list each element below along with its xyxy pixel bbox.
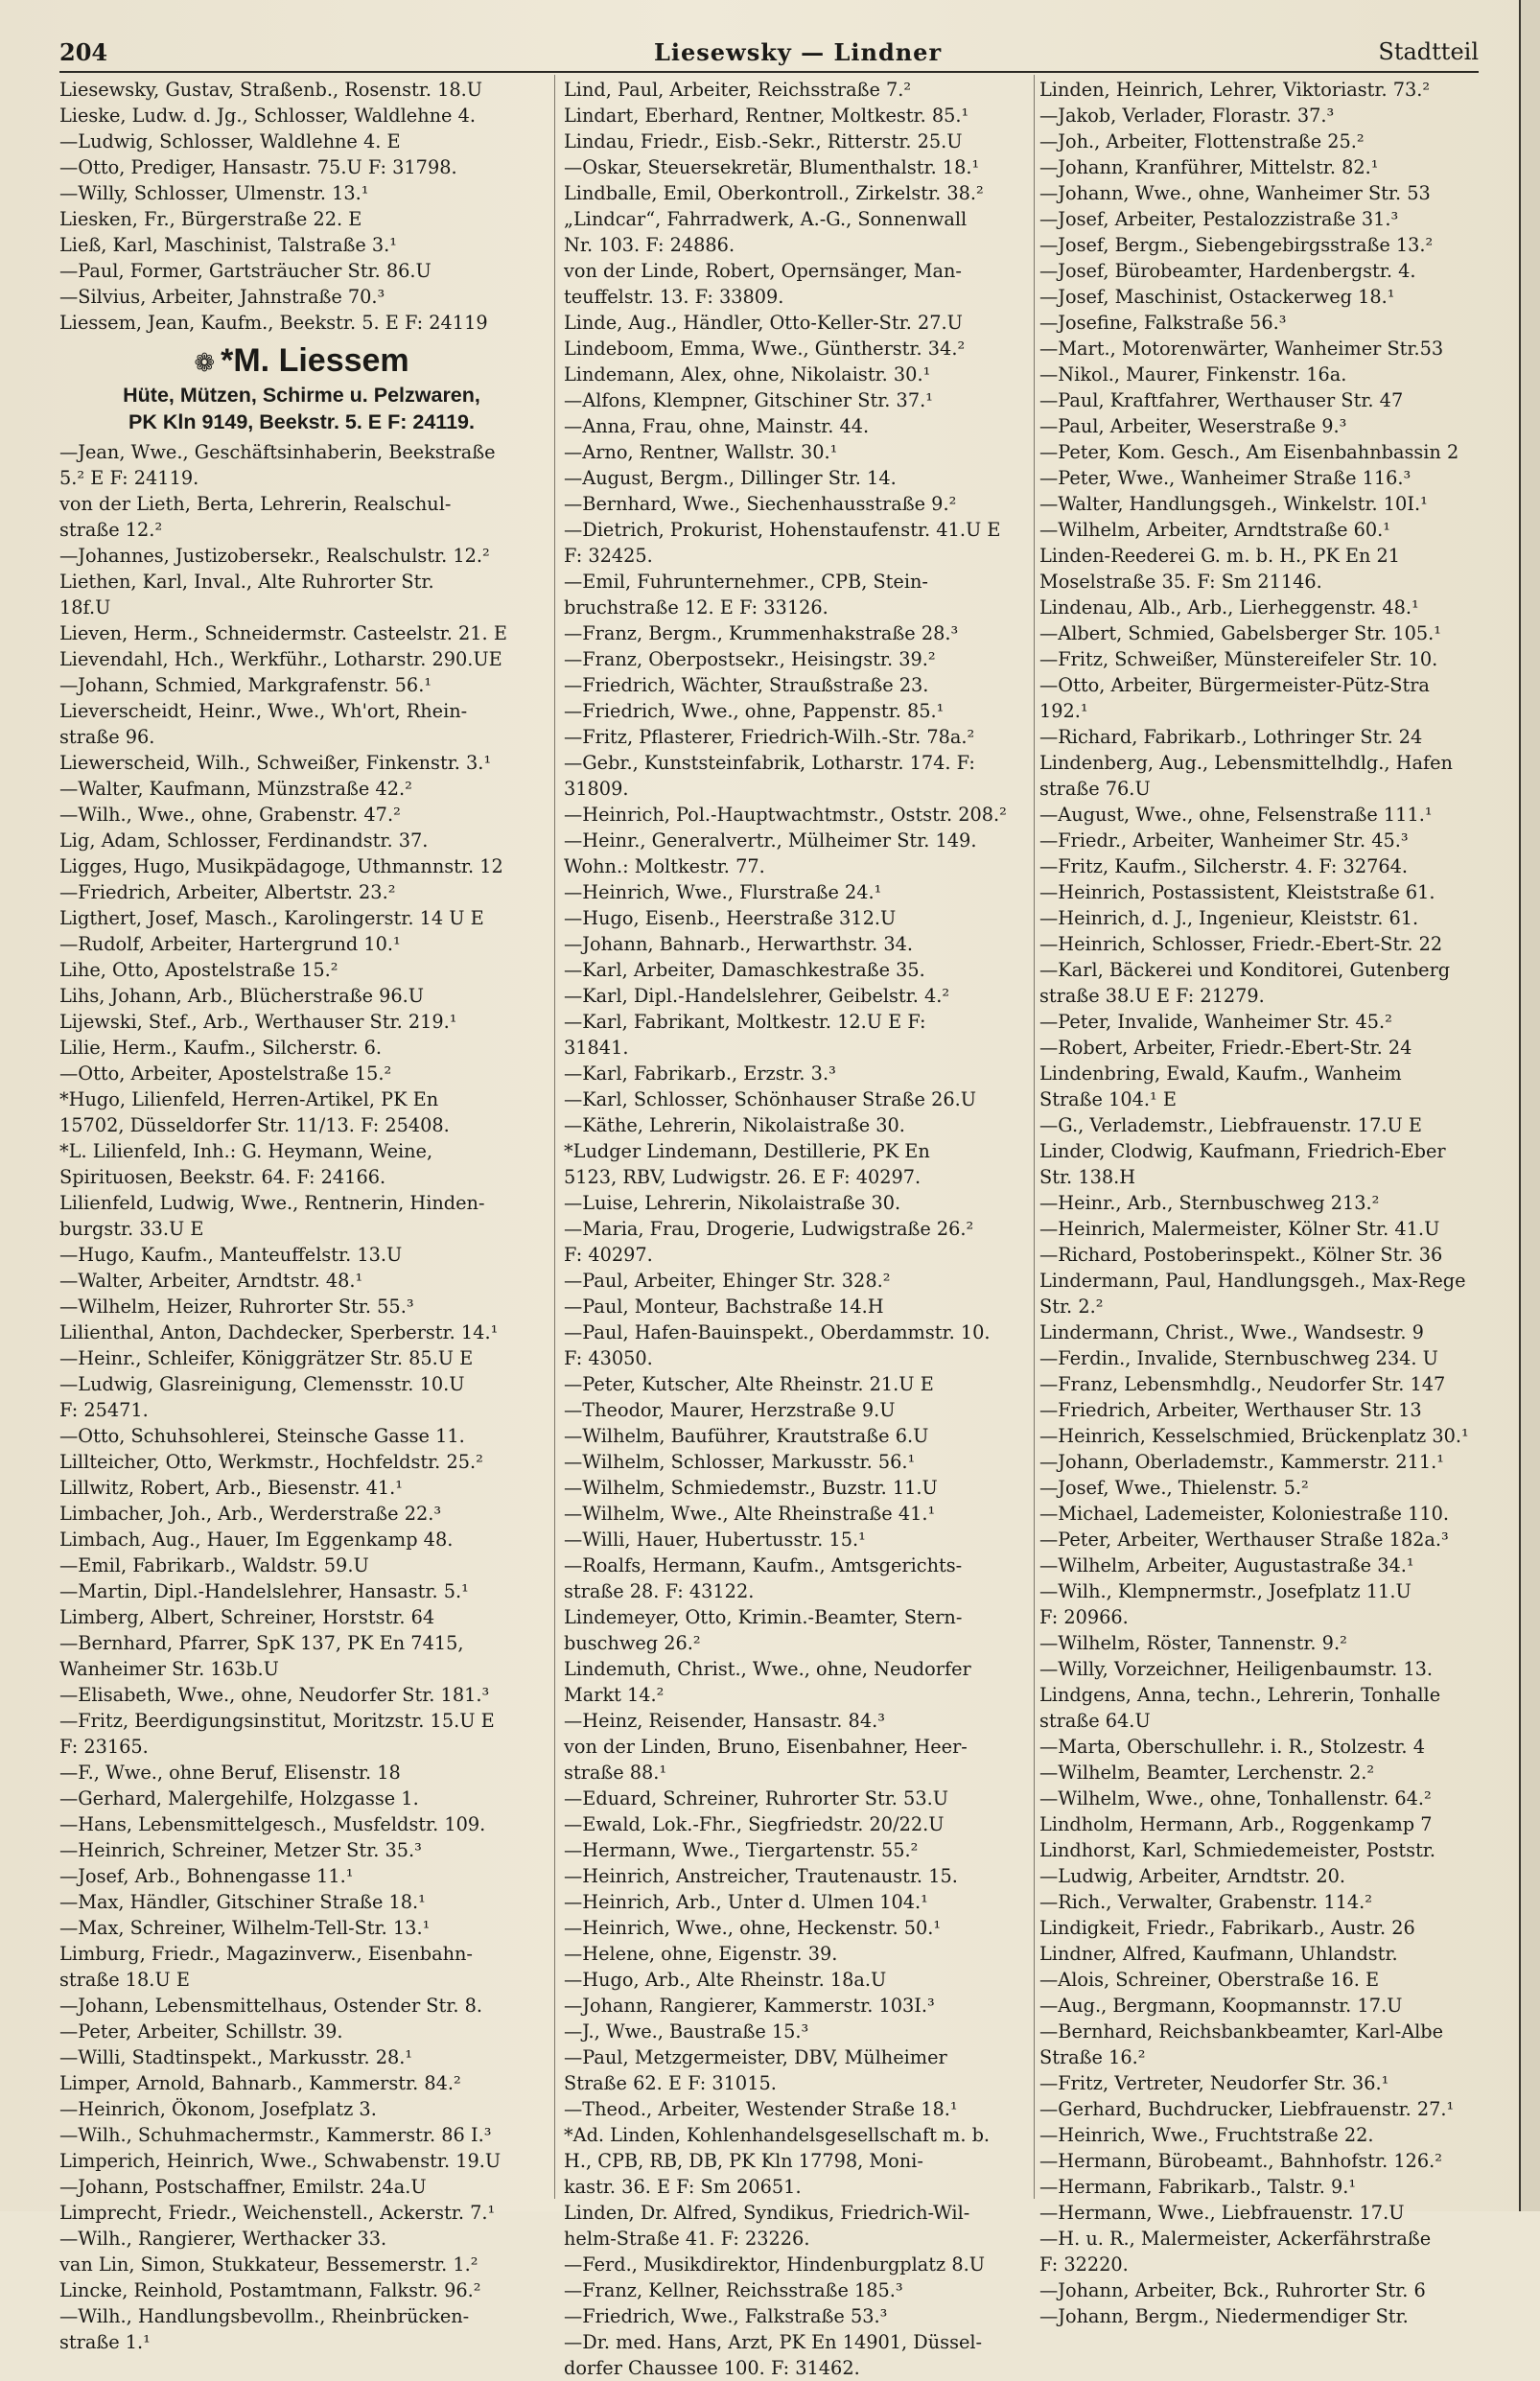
directory-entry: —Joh., Arbeiter, Flottenstraße 25.² (1039, 130, 1365, 152)
directory-entry: —Wilhelm, Arbeiter, Arndtstraße 60.¹ (1039, 519, 1391, 541)
directory-entry: —Jakob, Verlader, Florastr. 37.³ (1039, 105, 1335, 127)
directory-entry: Lillteicher, Otto, Werkmstr., Hochfeldstr. 25.² (59, 1451, 483, 1473)
directory-entry: Lindenberg, Aug., Lebensmittelhdlg., Hafen (1039, 752, 1453, 774)
directory-entry: —Heinrich, Postassistent, Kleiststraße 61. (1039, 881, 1435, 903)
directory-entry: Straße 16.² (1039, 2046, 1146, 2068)
directory-entry: straße 12.² (59, 519, 163, 541)
directory-entry: van Lin, Simon, Stukkateur, Bessemerstr. 1.² (59, 2253, 478, 2276)
directory-entry: —Wilh., Schuhmachermstr., Kammerstr. 86 I.³ (59, 2124, 492, 2146)
directory-entry: —Johann, Wwe., ohne, Wanheimer Str. 53 (1039, 182, 1431, 204)
directory-entry: Lindigkeit, Friedr., Fabrikarb., Austr. 26 (1039, 1917, 1415, 1939)
directory-entry: —Karl, Fabrikant, Moltkestr. 12.U E F: (564, 1011, 926, 1033)
directory-entry: —Franz, Kellner, Reichsstraße 185.³ (564, 2279, 903, 2301)
directory-entry: Liesken, Fr., Bürgerstraße 22. E (59, 208, 362, 230)
directory-entry: —Wilhelm, Schlosser, Markusstr. 56.¹ (564, 1451, 916, 1473)
directory-entry: —Theod., Arbeiter, Westender Straße 18.¹ (564, 2098, 958, 2120)
directory-entry: —Ewald, Lok.-Fhr., Siegfriedstr. 20/22.U (564, 1813, 945, 1835)
directory-entry: —Ferd., Musikdirektor, Hindenburgplatz 8.U (564, 2253, 985, 2276)
directory-entry: —Albert, Schmied, Gabelsberger Str. 105.¹ (1039, 622, 1441, 644)
directory-entry: —Fritz, Vertreter, Neudorfer Str. 36.¹ (1039, 2072, 1389, 2094)
directory-entry: —Richard, Postoberinspekt., Kölner Str. 36 (1039, 1244, 1443, 1266)
directory-entry: Ließ, Karl, Maschinist, Talstraße 3.¹ (59, 234, 397, 256)
directory-entry: —Hans, Lebensmittelgesch., Musfeldstr. 109. (59, 1813, 486, 1835)
directory-entry: *L. Lilienfeld, Inh.: G. Heymann, Weine, (59, 1140, 433, 1162)
directory-entry: —Johann, Bahnarb., Herwarthstr. 34. (564, 933, 914, 955)
directory-entry: —Karl, Arbeiter, Damaschkestraße 35. (564, 959, 925, 981)
directory-entry: —Robert, Arbeiter, Friedr.-Ebert-Str. 24 (1039, 1037, 1412, 1059)
directory-entry: —Friedrich, Wwe., Falkstraße 53.³ (564, 2305, 888, 2327)
directory-entry: —Max, Händler, Gitschiner Straße 18.¹ (59, 1891, 426, 1913)
directory-entry: straße 76.U (1039, 778, 1151, 800)
directory-entry: —Otto, Arbeiter, Apostelstraße 15.² (59, 1062, 392, 1085)
directory-entry: Lindenau, Alb., Arb., Lierheggenstr. 48.¹ (1039, 596, 1419, 619)
directory-entry: —Wilhelm, Bauführer, Krautstraße 6.U (564, 1425, 929, 1447)
directory-entry: Ligthert, Josef, Masch., Karolingerstr. 14 U E (59, 907, 484, 929)
directory-entry: —Walter, Handlungsgeh., Winkelstr. 10I.¹ (1039, 493, 1428, 515)
directory-entry: —Willy, Vorzeichner, Heiligenbaumstr. 13. (1039, 1658, 1434, 1680)
directory-entry: —Hermann, Wwe., Liebfrauenstr. 17.U (1039, 2202, 1405, 2224)
directory-entry: —Rich., Verwalter, Grabenstr. 114.² (1039, 1891, 1372, 1913)
directory-entry: Limburg, Friedr., Magazinverw., Eisenbahn- (59, 1943, 473, 1965)
directory-entry: Wanheimer Str. 163b.U (59, 1658, 279, 1680)
directory-entry: —Wilh., Klempnermstr., Josefplatz 11.U (1039, 1580, 1412, 1602)
directory-entry: Str. 2.² (1039, 1296, 1104, 1318)
directory-entry: —Walter, Kaufmann, Münzstraße 42.² (59, 778, 412, 800)
directory-entry: —Karl, Schlosser, Schönhauser Straße 26.U (564, 1088, 977, 1110)
directory-entry: —Hugo, Eisenb., Heerstraße 312.U (564, 907, 897, 929)
directory-entry: —Gerhard, Malergehilfe, Holzgasse 1. (59, 1787, 419, 1809)
directory-entry: Limberg, Albert, Schreiner, Horststr. 64 (59, 1606, 435, 1628)
directory-entry: 15702, Düsseldorfer Str. 11/13. F: 25408. (59, 1114, 450, 1136)
directory-entry: —Rudolf, Arbeiter, Hartergrund 10.¹ (59, 933, 401, 955)
directory-entry: straße 38.U E F: 21279. (1039, 985, 1265, 1007)
directory-entry: —Otto, Schuhsohlerei, Steinsche Gasse 11. (59, 1425, 465, 1447)
directory-entry: —Helene, ohne, Eigenstr. 39. (564, 1943, 838, 1965)
directory-entry: Limbach, Aug., Hauer, Im Eggenkamp 48. (59, 1529, 454, 1551)
directory-entry: —H. u. R., Malermeister, Ackerfährstraße (1039, 2228, 1432, 2250)
directory-entry: —Fritz, Pflasterer, Friedrich-Wilh.-Str. 78a.² (564, 726, 975, 748)
directory-entry: burgstr. 33.U E (59, 1218, 204, 1240)
ad-title-text: *M. Liessem (221, 342, 409, 379)
directory-entry: Lindhorst, Karl, Schmiedemeister, Poststr. (1039, 1839, 1436, 1861)
directory-entry: —Oskar, Steuersekretär, Blumenthalstr. 18.¹ (564, 156, 980, 178)
directory-entry: —Maria, Frau, Drogerie, Ludwigstraße 26.² (564, 1218, 974, 1240)
directory-entry: Liessem, Jean, Kaufm., Beekstr. 5. E F: 24119 (59, 312, 488, 334)
directory-entry: —Karl, Fabrikarb., Erzstr. 3.³ (564, 1062, 836, 1085)
directory-entry: —Silvius, Arbeiter, Jahnstraße 70.³ (59, 286, 385, 308)
directory-entry: —Josef, Arb., Bohnengasse 11.¹ (59, 1865, 354, 1887)
directory-entry: Lindemann, Alex, ohne, Nikolaistr. 30.¹ (564, 363, 931, 385)
column-divider (1034, 75, 1035, 2199)
directory-entry: —Dietrich, Prokurist, Hohenstaufenstr. 41.U E (564, 519, 1001, 541)
directory-entry: straße 96. (59, 726, 155, 748)
directory-entry: —Wilhelm, Arbeiter, Augustastraße 34.¹ (1039, 1554, 1414, 1576)
directory-entry: —Wilh., Handlungsbevollm., Rheinbrücken- (59, 2305, 470, 2327)
directory-entry: Linder, Clodwig, Kaufmann, Friedrich-Eber (1039, 1140, 1446, 1162)
directory-entry: —Wilhelm, Röster, Tannenstr. 9.² (1039, 1632, 1347, 1654)
directory-entry: —Wilh., Wwe., ohne, Grabenstr. 47.² (59, 804, 401, 826)
directory-entry: von der Linde, Robert, Opernsänger, Man- (564, 260, 962, 282)
directory-entry: Straße 62. E F: 31015. (564, 2072, 777, 2094)
directory-entry: Lindballe, Emil, Oberkontroll., Zirkelstr. 38.² (564, 182, 984, 204)
district-label: Stadtteil (1378, 38, 1479, 65)
directory-entry: Str. 138.H (1039, 1166, 1136, 1188)
directory-entry: —Theodor, Maurer, Herzstraße 9.U (564, 1399, 896, 1421)
directory-entry: —Heinrich, d. J., Ingenieur, Kleiststr. 61. (1039, 907, 1419, 929)
directory-entry: —Peter, Kutscher, Alte Rheinstr. 21.U E (564, 1373, 934, 1395)
directory-entry: —Karl, Dipl.-Handelslehrer, Geibelstr. 4.² (564, 985, 950, 1007)
directory-entry: Liewerscheid, Wilh., Schweißer, Finkenstr. 3.¹ (59, 752, 492, 774)
directory-entry: Liesewsky, Gustav, Straßenb., Rosenstr. 18.U (59, 79, 483, 101)
directory-entry: *Ludger Lindemann, Destillerie, PK En (564, 1140, 930, 1162)
directory-entry: Lincke, Reinhold, Postamtmann, Falkstr. 96.² (59, 2279, 481, 2301)
advertisement-liessem (59, 341, 544, 435)
directory-entry: straße 1.¹ (59, 2331, 151, 2353)
directory-entry: von der Lieth, Berta, Lehrerin, Realschul- (59, 493, 452, 515)
directory-entry: —Josef, Bürobeamter, Hardenbergstr. 4. (1039, 260, 1416, 282)
directory-entry: Nr. 103. F: 24886. (564, 234, 735, 256)
directory-entry: Lindemuth, Christ., Wwe., ohne, Neudorfer (564, 1658, 971, 1680)
directory-entry: —Johann, Arbeiter, Bck., Ruhrorter Str. 6 (1039, 2279, 1426, 2301)
directory-entry: „Lindcar“, Fahrradwerk, A.-G., Sonnenwall (564, 208, 968, 230)
directory-entry: F: 32425. (564, 545, 653, 567)
directory-entry: —Friedr., Arbeiter, Wanheimer Str. 45.³ (1039, 829, 1409, 852)
directory-entry: —Peter, Invalide, Wanheimer Str. 45.² (1039, 1011, 1392, 1033)
column-1-entries-top (59, 77, 544, 336)
directory-entry: Lindeboom, Emma, Wwe., Güntherstr. 34.² (564, 338, 966, 360)
directory-entry: —Josef, Arbeiter, Pestalozzistraße 31.³ (1039, 208, 1399, 230)
directory-entry: F: 32220. (1039, 2253, 1129, 2276)
directory-entry: H., CPB, RB, DB, PK Kln 17798, Moni- (564, 2150, 923, 2172)
directory-entry: Lindart, Eberhard, Rentner, Moltkestr. 85.¹ (564, 105, 969, 127)
directory-entry: Lindgens, Anna, techn., Lehrerin, Tonhalle (1039, 1684, 1441, 1706)
directory-entry: Linde, Aug., Händler, Otto-Keller-Str. 27.U (564, 312, 963, 334)
directory-entry: —J., Wwe., Baustraße 15.³ (564, 2020, 809, 2043)
directory-entry: Lilienthal, Anton, Dachdecker, Sperberstr. 14.¹ (59, 1321, 499, 1343)
directory-entry: Straße 104.¹ E (1039, 1088, 1177, 1110)
directory-entry: —Alois, Schreiner, Oberstraße 16. E (1039, 1969, 1380, 1991)
directory-entry: straße 64.U (1039, 1710, 1151, 1732)
directory-entry: F: 43050. (564, 1347, 653, 1369)
directory-entry: —Gebr., Kunststeinfabrik, Lotharstr. 174. F: (564, 752, 975, 774)
directory-entry: —Johann, Lebensmittelhaus, Ostender Str. 8. (59, 1995, 483, 2017)
directory-entry: —Heinrich, Wwe., Flurstraße 24.¹ (564, 881, 882, 903)
directory-entry: —Wilhelm, Beamter, Lerchenstr. 2.² (1039, 1762, 1375, 1784)
column-1 (59, 77, 544, 2353)
directory-entry: —Paul, Kraftfahrer, Werthauser Str. 47 (1039, 389, 1404, 411)
directory-entry: Moselstraße 35. F: Sm 21146. (1039, 571, 1322, 593)
column-1-entries-bottom (59, 439, 544, 2355)
ad-line-1: Hüte, Mützen, Schirme u. Pelzwaren, (123, 384, 480, 407)
directory-entry: Liethen, Karl, Inval., Alte Ruhrorter Str. (59, 571, 434, 593)
directory-entry: —Friedrich, Arbeiter, Albertstr. 23.² (59, 881, 396, 903)
directory-entry: Lindau, Friedr., Eisb.-Sekr., Ritterstr. 25.U (564, 130, 963, 152)
directory-entry: Limprecht, Friedr., Weichenstell., Ackerstr. 7.¹ (59, 2202, 496, 2224)
directory-entry: —Bernhard, Reichsbankbeamter, Karl-Albe (1039, 2020, 1444, 2043)
directory-entry: —Martin, Dipl.-Handelslehrer, Hansastr. 5.¹ (59, 1580, 469, 1602)
directory-entry: —Willy, Schlosser, Ulmenstr. 13.¹ (59, 182, 369, 204)
directory-entry: —Johannes, Justizobersekr., Realschulstr. 12.² (59, 545, 490, 567)
directory-entry: bruchstraße 12. E F: 33126. (564, 596, 828, 619)
directory-entry: Spirituosen, Beekstr. 64. F: 24166. (59, 1166, 386, 1188)
directory-entry: —Paul, Arbeiter, Ehinger Str. 328.² (564, 1270, 891, 1292)
directory-entry: —Heinrich, Pol.-Hauptwachtmstr., Oststr. 208.² (564, 804, 1007, 826)
directory-entry: —Mart., Motorenwärter, Wanheimer Str.53 (1039, 338, 1444, 360)
directory-entry: F: 40297. (564, 1244, 653, 1266)
adjacent-page-edge (1519, 0, 1540, 2211)
directory-entry: straße 18.U E (59, 1969, 190, 1991)
directory-entry: —F., Wwe., ohne Beruf, Elisenstr. 18 (59, 1762, 401, 1784)
column-3 (1039, 77, 1519, 2327)
directory-entry: —Karl, Bäckerei und Konditorei, Gutenberg (1039, 959, 1451, 981)
directory-entry: —Heinrich, Arb., Unter d. Ulmen 104.¹ (564, 1891, 928, 1913)
directory-entry: —Fritz, Kaufm., Silcherstr. 4. F: 32764. (1039, 855, 1409, 877)
column-2 (564, 77, 1036, 2379)
directory-entry: teuffelstr. 13. F: 33809. (564, 286, 784, 308)
directory-entry: Lindermann, Paul, Handlungsgeh., Max-Rege (1039, 1270, 1466, 1292)
directory-entry: —Josef, Wwe., Thielenstr. 5.² (1039, 1477, 1309, 1499)
directory-entry: Lindermann, Christ., Wwe., Wandsestr. 9 (1039, 1321, 1424, 1343)
directory-entry: —Heinrich, Anstreicher, Trautenaustr. 15. (564, 1865, 958, 1887)
directory-entry: —Friedrich, Arbeiter, Werthauser Str. 13 (1039, 1399, 1422, 1421)
directory-entry: —Heinrich, Malermeister, Kölner Str. 41.U (1039, 1218, 1440, 1240)
page-header (59, 38, 1479, 71)
directory-entry: straße 28. F: 43122. (564, 1580, 755, 1602)
directory-entry: —Otto, Prediger, Hansastr. 75.U F: 31798. (59, 156, 457, 178)
directory-entry: Lindenbring, Ewald, Kaufm., Wanheim (1039, 1062, 1402, 1085)
directory-entry: Lievendahl, Hch., Werkführ., Lotharstr. 290.UE (59, 648, 502, 670)
directory-entry: —Heinr., Generalvertr., Mülheimer Str. 149. (564, 829, 977, 852)
directory-entry: 31841. (564, 1037, 629, 1059)
directory-entry: —Gerhard, Buchdrucker, Liebfrauenstr. 27.¹ (1039, 2098, 1455, 2120)
directory-entry: dorfer Chaussee 100. F: 31462. (564, 2357, 860, 2379)
directory-entry: —Hugo, Kaufm., Manteuffelstr. 13.U (59, 1244, 403, 1266)
directory-entry: helm-Straße 41. F: 23226. (564, 2228, 810, 2250)
directory-entry: —Hermann, Wwe., Tiergartenstr. 55.² (564, 1839, 919, 1861)
directory-entry: —Ludwig, Arbeiter, Arndtstr. 20. (1039, 1865, 1346, 1887)
directory-entry: —August, Wwe., ohne, Felsenstraße 111.¹ (1039, 804, 1433, 826)
directory-entry: Lihe, Otto, Apostelstraße 15.² (59, 959, 338, 981)
directory-entry: —Hugo, Arb., Alte Rheinstr. 18a.U (564, 1969, 887, 1991)
directory-entry: —Peter, Wwe., Wanheimer Straße 116.³ (1039, 467, 1412, 489)
page-number: 204 (59, 38, 108, 66)
ornament-icon: ❁ (194, 348, 216, 377)
directory-entry: —Michael, Lademeister, Koloniestraße 110. (1039, 1503, 1450, 1525)
ad-line-2: PK Kln 9149, Beekstr. 5. E F: 24119. (128, 410, 475, 433)
directory-entry: —Franz, Lebensmhdlg., Neudorfer Str. 147 (1039, 1373, 1446, 1395)
directory-entry: —Elisabeth, Wwe., ohne, Neudorfer Str. 181.³ (59, 1684, 490, 1706)
directory-entry: —Richard, Fabrikarb., Lothringer Str. 24 (1039, 726, 1423, 748)
directory-entry: —Bernhard, Pfarrer, SpK 137, PK En 7415, (59, 1632, 464, 1654)
directory-entry: —Wilh., Rangierer, Werthacker 33. (59, 2228, 387, 2250)
directory-entry: —Ferdin., Invalide, Sternbuschweg 234. U (1039, 1347, 1438, 1369)
directory-entry: —Paul, Arbeiter, Weserstraße 9.³ (1039, 415, 1347, 437)
directory-entry: 31809. (564, 778, 629, 800)
directory-entry: Limbacher, Joh., Arb., Werderstraße 22.³ (59, 1503, 442, 1525)
directory-entry: —Heinrich, Schreiner, Metzer Str. 35.³ (59, 1839, 422, 1861)
directory-entry: Lig, Adam, Schlosser, Ferdinandstr. 37. (59, 829, 429, 852)
directory-entry: —Heinz, Reisender, Hansastr. 84.³ (564, 1710, 885, 1732)
directory-entry: Lieven, Herm., Schneidermstr. Casteelstr. 21. E (59, 622, 507, 644)
directory-entry: Linden, Heinrich, Lehrer, Viktoriastr. 73.² (1039, 79, 1431, 101)
directory-entry: —Paul, Former, Gartsträucher Str. 86.U (59, 260, 432, 282)
directory-entry: —Johann, Postschaffner, Emilstr. 24a.U (59, 2176, 427, 2198)
directory-entry: —Peter, Arbeiter, Werthauser Straße 182a.³ (1039, 1529, 1449, 1551)
directory-entry: —Wilhelm, Schmiedemstr., Buzstr. 11.U (564, 1477, 938, 1499)
directory-entry: —Paul, Monteur, Bachstraße 14.H (564, 1296, 884, 1318)
directory-entry: 192.¹ (1039, 700, 1088, 722)
directory-entry: —Wilhelm, Wwe., Alte Rheinstraße 41.¹ (564, 1503, 936, 1525)
directory-entry: —Friedrich, Wächter, Straußstraße 23. (564, 674, 929, 696)
directory-entry: —Johann, Bergm., Niedermendiger Str. (1039, 2305, 1409, 2327)
directory-entry: Lindemeyer, Otto, Krimin.-Beamter, Stern- (564, 1606, 963, 1628)
directory-entry: —Bernhard, Wwe., Siechenhausstraße 9.² (564, 493, 957, 515)
directory-entry: Limper, Arnold, Bahnarb., Kammerstr. 84.² (59, 2072, 461, 2094)
directory-entry: —Max, Schreiner, Wilhelm-Tell-Str. 13.¹ (59, 1917, 431, 1939)
directory-entry: —Wilhelm, Wwe., ohne, Tonhallenstr. 64.² (1039, 1787, 1432, 1809)
directory-entry: Lijewski, Stef., Arb., Werthauser Str. 219.¹ (59, 1011, 457, 1033)
directory-entry: —Paul, Hafen-Bauinspekt., Oberdammstr. 10. (564, 1321, 991, 1343)
directory-entry: —Wilhelm, Heizer, Ruhrorter Str. 55.³ (59, 1296, 414, 1318)
directory-entry: —August, Bergm., Dillinger Str. 14. (564, 467, 897, 489)
directory-entry: F: 23165. (59, 1736, 149, 1758)
directory-entry: —Emil, Fabrikarb., Waldstr. 59.U (59, 1554, 369, 1576)
directory-entry: *Ad. Linden, Kohlenhandelsgesellschaft m. b. (564, 2124, 991, 2146)
directory-entry: *Hugo, Lilienfeld, Herren-Artikel, PK En (59, 1088, 439, 1110)
directory-entry: Lieverscheidt, Heinr., Wwe., Wh'ort, Rhein- (59, 700, 468, 722)
directory-entry: 18f.U (59, 596, 111, 619)
directory-entry: Ligges, Hugo, Musikpädagoge, Uthmannstr. 12 (59, 855, 503, 877)
directory-entry: Lieske, Ludw. d. Jg., Schlosser, Waldlehne 4. (59, 105, 476, 127)
directory-entry: Lillwitz, Robert, Arb., Biesenstr. 41.¹ (59, 1477, 403, 1499)
directory-entry: —Heinrich, Ökonom, Josefplatz 3. (59, 2098, 377, 2120)
directory-entry: Lind, Paul, Arbeiter, Reichsstraße 7.² (564, 79, 912, 101)
directory-entry: buschweg 26.² (564, 1632, 701, 1654)
directory-entry: F: 25471. (59, 1399, 149, 1421)
directory-entry: —Heinrich, Kesselschmied, Brückenplatz 30.¹ (1039, 1425, 1469, 1447)
directory-entry: Lihs, Johann, Arb., Blücherstraße 96.U (59, 985, 425, 1007)
directory-entry: —Ludwig, Schlosser, Waldlehne 4. E (59, 130, 401, 152)
directory-entry: —Eduard, Schreiner, Ruhrorter Str. 53.U (564, 1787, 948, 1809)
directory-entry: Markt 14.² (564, 1684, 665, 1706)
directory-entry: 5.² E F: 24119. (59, 467, 199, 489)
directory-entry: —Käthe, Lehrerin, Nikolaistraße 30. (564, 1114, 905, 1136)
directory-entry: —Fritz, Beerdigungsinstitut, Moritzstr. 15.U E (59, 1710, 495, 1732)
directory-entry: —Nikol., Maurer, Finkenstr. 16a. (1039, 363, 1347, 385)
running-head: Liesewsky — Lindner (654, 38, 943, 66)
directory-entry: —Luise, Lehrerin, Nikolaistraße 30. (564, 1192, 901, 1214)
directory-entry: —Johann, Kranführer, Mittelstr. 82.¹ (1039, 156, 1379, 178)
directory-entry: —Willi, Hauer, Hubertusstr. 15.¹ (564, 1529, 866, 1551)
directory-entry: F: 20966. (1039, 1606, 1129, 1628)
directory-entry: Linden-Reederei G. m. b. H., PK En 21 (1039, 545, 1401, 567)
directory-entry: —Anna, Frau, ohne, Mainstr. 44. (564, 415, 870, 437)
directory-entry: —Heinr., Schleifer, Königgrätzer Str. 85.U E (59, 1347, 474, 1369)
directory-entry: —Josef, Bergm., Siebengebirgsstraße 13.² (1039, 234, 1434, 256)
directory-entry: —Paul, Metzgermeister, DBV, Mülheimer (564, 2046, 947, 2068)
directory-entry: Lilie, Herm., Kaufm., Silcherstr. 6. (59, 1037, 382, 1059)
column-divider (554, 75, 555, 2199)
directory-entry: —Arno, Rentner, Wallstr. 30.¹ (564, 441, 838, 463)
directory-entry: —Johann, Rangierer, Kammerstr. 103I.³ (564, 1995, 935, 2017)
directory-entry: straße 88.¹ (564, 1762, 667, 1784)
directory-entry: —Josefine, Falkstraße 56.³ (1039, 312, 1287, 334)
directory-entry: —Friedrich, Wwe., ohne, Pappenstr. 85.¹ (564, 700, 945, 722)
directory-entry: Lindholm, Hermann, Arb., Roggenkamp 7 (1039, 1813, 1433, 1835)
directory-entry: —Johann, Schmied, Markgrafenstr. 56.¹ (59, 674, 432, 696)
ad-title (59, 341, 544, 382)
directory-entry: —Hermann, Fabrikarb., Talstr. 9.¹ (1039, 2176, 1357, 2198)
directory-entry: —Dr. med. Hans, Arzt, PK En 14901, Düssel- (564, 2331, 983, 2353)
directory-entry: —Peter, Arbeiter, Schillstr. 39. (59, 2020, 343, 2043)
directory-entry: —Alfons, Klempner, Gitschiner Str. 37.¹ (564, 389, 933, 411)
header-rule (59, 71, 1479, 73)
directory-entry: —Heinrich, Wwe., ohne, Heckenstr. 50.¹ (564, 1917, 942, 1939)
directory-entry: —Heinrich, Wwe., Fruchtstraße 22. (1039, 2124, 1374, 2146)
directory-entry: —Franz, Bergm., Krummenhakstraße 28.³ (564, 622, 959, 644)
directory-entry: —Ludwig, Glasreinigung, Clemensstr. 10.U (59, 1373, 465, 1395)
directory-entry: Lindner, Alfred, Kaufmann, Uhlandstr. (1039, 1943, 1398, 1965)
directory-entry: —Heinr., Arb., Sternbuschweg 213.² (1039, 1192, 1380, 1214)
directory-entry: 5123, RBV, Ludwigstr. 26. E F: 40297. (564, 1166, 922, 1188)
directory-entry: —Heinrich, Schlosser, Friedr.-Ebert-Str. 22 (1039, 933, 1443, 955)
directory-entry: —Jean, Wwe., Geschäftsinhaberin, Beekstraße (59, 441, 496, 463)
directory-entry: —Josef, Maschinist, Ostackerweg 18.¹ (1039, 286, 1395, 308)
directory-entry: kastr. 36. E F: Sm 20651. (564, 2176, 802, 2198)
directory-entry: —Johann, Oberlademstr., Kammerstr. 211.¹ (1039, 1451, 1444, 1473)
directory-entry: —Marta, Oberschullehr. i. R., Stolzestr. 4 (1039, 1736, 1425, 1758)
directory-entry: Wohn.: Moltkestr. 77. (564, 855, 765, 877)
directory-entry: —Aug., Bergmann, Koopmannstr. 17.U (1039, 1995, 1403, 2017)
directory-entry: —Fritz, Schweißer, Münstereifeler Str. 10. (1039, 648, 1438, 670)
directory-entry: —Otto, Arbeiter, Bürgermeister-Pütz-Stra (1039, 674, 1430, 696)
directory-entry: von der Linden, Bruno, Eisenbahner, Heer- (564, 1736, 968, 1758)
directory-entry: —Franz, Oberpostsekr., Heisingstr. 39.² (564, 648, 936, 670)
directory-entry: —G., Verlademstr., Liebfrauenstr. 17.U E (1039, 1114, 1422, 1136)
directory-entry: Linden, Dr. Alfred, Syndikus, Friedrich-Wil- (564, 2202, 970, 2224)
directory-entry: —Emil, Fuhrunternehmer., CPB, Stein- (564, 571, 928, 593)
directory-entry: Lilienfeld, Ludwig, Wwe., Rentnerin, Hinden- (59, 1192, 485, 1214)
directory-entry: —Roalfs, Hermann, Kaufm., Amtsgerichts- (564, 1554, 963, 1576)
directory-entry: —Willi, Stadtinspekt., Markusstr. 28.¹ (59, 2046, 413, 2068)
directory-entry: —Peter, Kom. Gesch., Am Eisenbahnbassin 2 (1039, 441, 1459, 463)
directory-entry: Limperich, Heinrich, Wwe., Schwabenstr. 19.U (59, 2150, 502, 2172)
directory-entry: —Hermann, Bürobeamt., Bahnhofstr. 126.² (1039, 2150, 1442, 2172)
directory-entry: —Walter, Arbeiter, Arndtstr. 48.¹ (59, 1270, 363, 1292)
